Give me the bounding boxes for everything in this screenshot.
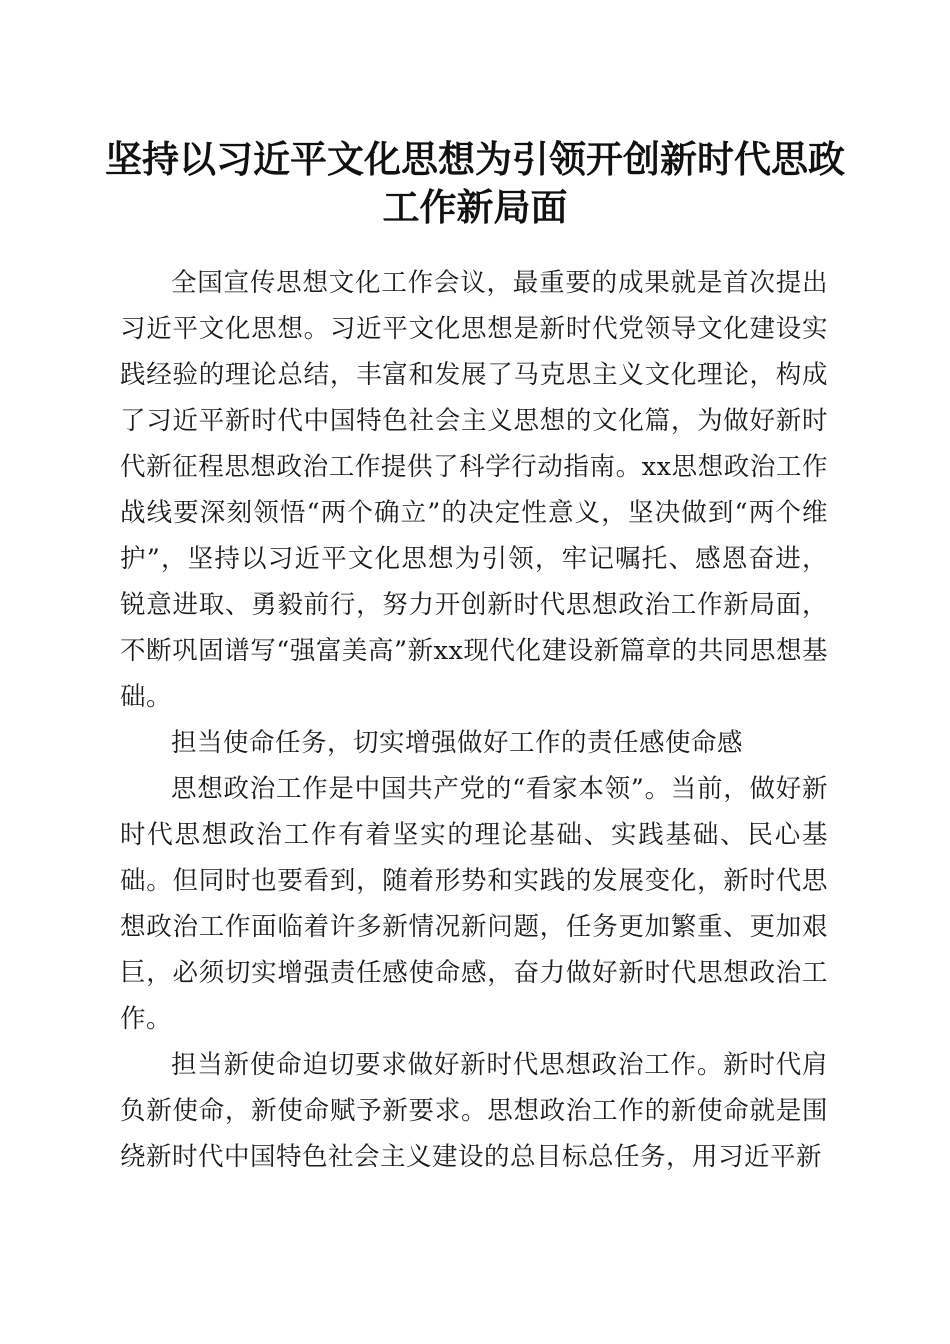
paragraph-3: 担当新使命迫切要求做好新时代思想政治工作。新时代肩负新使命，新使命赋予新要求。思想政治工作的新使命就是围绕新时代中国特色社会主义建设的总目标总任务，用习近平新 [120, 1050, 828, 1172]
paragraph-2: 思想政治工作是中国共产党的“看家本领”。当前，做好新时代思想政治工作有着坚实的理论基础、实践基础、民心基础。但同时也要看到，随着形势和实践的发展变化，新时代思想政治工作面临着许多新情况新问题，任务更加繁重、更加艰巨，必须切实增强责任感使命感，奋力做好新时代思想政治工作。 [120, 774, 828, 1034]
document-title [100, 136, 850, 232]
title-line-2: 工作新局面 [382, 186, 568, 229]
title-line-1: 坚持以习近平文化思想为引领开创新时代思政 [105, 138, 845, 181]
section-heading: 担当使命任务，切实增强做好工作的责任感使命感 [171, 728, 744, 758]
paragraph-intro: 全国宣传思想文化工作会议，最重要的成果就是首次提出习近平文化思想。习近平文化思想是新时代党领导文化建设实践经验的理论总结，丰富和发展了马克思主义文化理论，构成了习近平新时代中国特色社会主义思想的文化篇，为做好新时代新征程思想政治工作提供了科学行动指南。xx思想政治工作战线要深刻领悟“两个确立”的决定性意义，坚决做到“两个维护”，坚持以习近平文化思想为引领，牢记嘱托、感恩奋进，锐意进取、勇毅前行，努力开创新时代思想政治工作新局面，不断巩固谱写“强富美高”新xx现代化建设新篇章的共同思想基础。 [120, 268, 828, 712]
document-body [120, 260, 828, 1180]
